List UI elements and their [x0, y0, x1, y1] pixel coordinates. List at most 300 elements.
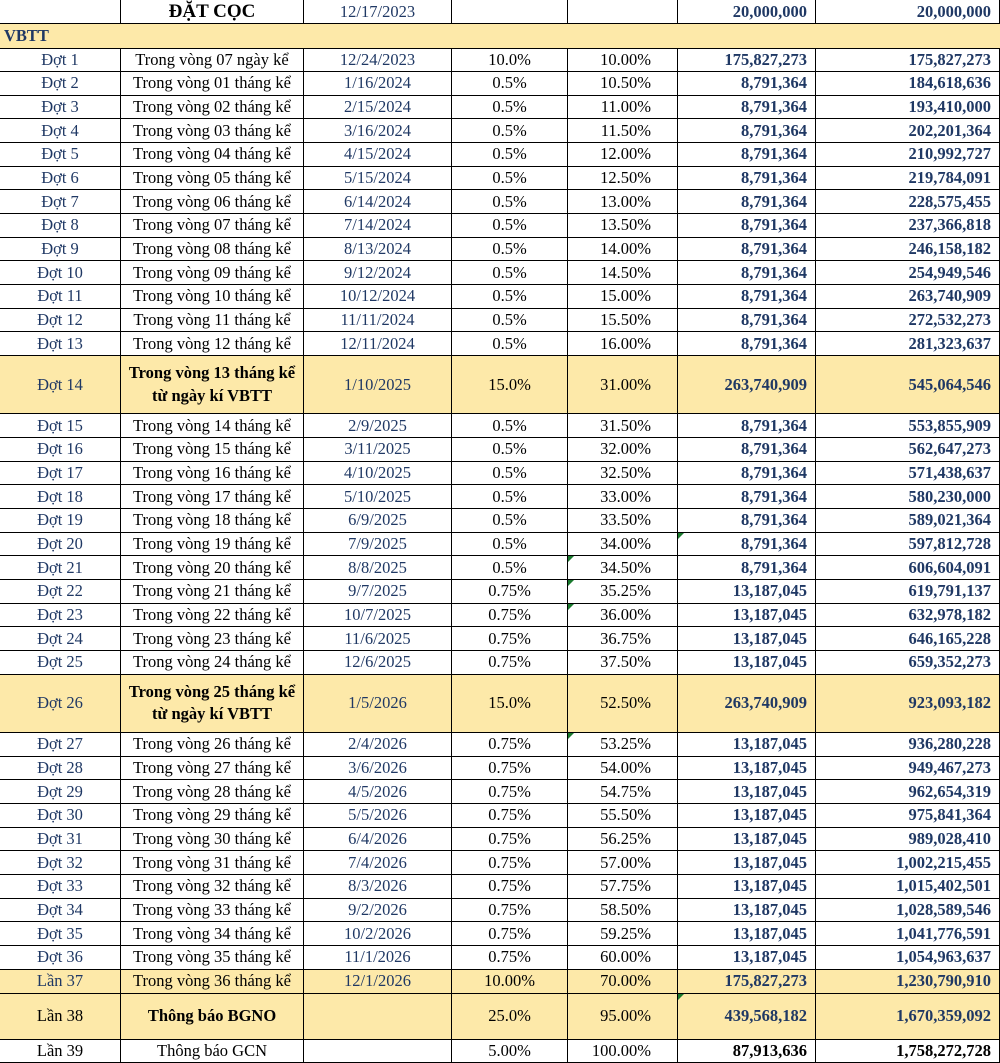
payment-term[interactable]: Trong vòng 12 tháng kể	[121, 332, 304, 356]
cumulative-amount[interactable]: 254,949,546	[816, 261, 1000, 285]
cumulative-amount[interactable]: 1,054,963,637	[816, 946, 1000, 970]
payment-term[interactable]: Trong vòng 28 tháng kể	[121, 780, 304, 804]
payment-term[interactable]: Trong vòng 35 tháng kể	[121, 946, 304, 970]
payment-term[interactable]: Trong vòng 29 tháng kể	[121, 804, 304, 828]
installment-label[interactable]: Đợt 3	[0, 96, 121, 120]
due-date[interactable]: 8/3/2026	[304, 875, 452, 899]
table-row[interactable]	[0, 851, 1000, 875]
payment-term[interactable]: Trong vòng 25 tháng kể từ ngày kí VBTT	[121, 675, 304, 734]
cumulative-amount[interactable]: 632,978,182	[816, 604, 1000, 628]
table-row[interactable]	[0, 190, 1000, 214]
percent[interactable]: 0.5%	[452, 167, 568, 191]
payment-term[interactable]: Trong vòng 09 tháng kể	[121, 261, 304, 285]
cumulative-amount[interactable]: 659,352,273	[816, 651, 1000, 675]
table-row[interactable]	[0, 627, 1000, 651]
cumulative-percent[interactable]: 11.00%	[568, 96, 678, 120]
deposit-percent-cell[interactable]	[452, 0, 568, 24]
due-date[interactable]: 6/14/2024	[304, 190, 452, 214]
amount[interactable]: 263,740,909	[678, 675, 816, 734]
table-row[interactable]	[0, 804, 1000, 828]
deposit-amount[interactable]: 20,000,000	[678, 0, 816, 24]
table-row[interactable]	[0, 72, 1000, 96]
payment-term[interactable]: Trong vòng 02 tháng kể	[121, 96, 304, 120]
deposit-row[interactable]	[0, 0, 1000, 24]
installment-label[interactable]: Đợt 23	[0, 604, 121, 628]
cumulative-percent[interactable]: 54.75%	[568, 780, 678, 804]
amount[interactable]: 13,187,045	[678, 946, 816, 970]
cumulative-percent[interactable]: 95.00%	[568, 994, 678, 1040]
amount[interactable]: 175,827,273	[678, 49, 816, 73]
cumulative-percent[interactable]: 33.50%	[568, 509, 678, 533]
percent[interactable]: 0.5%	[452, 438, 568, 462]
due-date[interactable]: 1/10/2025	[304, 356, 452, 415]
amount[interactable]: 8,791,364	[678, 556, 816, 580]
installment-label[interactable]: Đợt 17	[0, 462, 121, 486]
percent[interactable]: 0.75%	[452, 757, 568, 781]
section-header-vbtt[interactable]: VBTT	[0, 24, 1000, 49]
cumulative-amount[interactable]: 962,654,319	[816, 780, 1000, 804]
installment-label[interactable]: Đợt 15	[0, 414, 121, 438]
installment-label[interactable]: Đợt 28	[0, 757, 121, 781]
amount[interactable]: 8,791,364	[678, 332, 816, 356]
cumulative-amount[interactable]: 193,410,000	[816, 96, 1000, 120]
amount[interactable]: 175,827,273	[678, 970, 816, 994]
percent[interactable]: 0.5%	[452, 485, 568, 509]
cumulative-percent[interactable]: 15.00%	[568, 285, 678, 309]
installment-label[interactable]: Đợt 14	[0, 356, 121, 415]
cumulative-amount[interactable]: 545,064,546	[816, 356, 1000, 415]
payment-term[interactable]: Trong vòng 13 tháng kể từ ngày kí VBTT	[121, 356, 304, 415]
installment-label[interactable]: Đợt 2	[0, 72, 121, 96]
amount[interactable]: 8,791,364	[678, 414, 816, 438]
cumulative-amount[interactable]: 949,467,273	[816, 757, 1000, 781]
amount[interactable]: 8,791,364	[678, 167, 816, 191]
due-date[interactable]: 10/12/2024	[304, 285, 452, 309]
table-row[interactable]	[0, 261, 1000, 285]
due-date[interactable]: 3/16/2024	[304, 119, 452, 143]
due-date[interactable]: 2/4/2026	[304, 733, 452, 757]
payment-term[interactable]: Trong vòng 01 tháng kể	[121, 72, 304, 96]
cumulative-percent[interactable]: 32.00%	[568, 438, 678, 462]
installment-label[interactable]: Đợt 9	[0, 238, 121, 262]
installment-label[interactable]: Đợt 33	[0, 875, 121, 899]
payment-term[interactable]: Trong vòng 23 tháng kể	[121, 627, 304, 651]
cumulative-amount[interactable]: 1,758,272,728	[816, 1040, 1000, 1063]
payment-term[interactable]: Trong vòng 18 tháng kể	[121, 509, 304, 533]
percent[interactable]: 0.5%	[452, 119, 568, 143]
table-row[interactable]	[0, 462, 1000, 486]
table-row[interactable]	[0, 438, 1000, 462]
amount[interactable]: 13,187,045	[678, 580, 816, 604]
due-date[interactable]	[304, 994, 452, 1040]
cumulative-percent[interactable]: 57.75%	[568, 875, 678, 899]
table-row[interactable]	[0, 556, 1000, 580]
cumulative-percent[interactable]: 60.00%	[568, 946, 678, 970]
amount[interactable]: 8,791,364	[678, 485, 816, 509]
percent[interactable]: 0.5%	[452, 96, 568, 120]
due-date[interactable]: 4/10/2025	[304, 462, 452, 486]
percent[interactable]: 5.00%	[452, 1040, 568, 1063]
payment-term[interactable]: Trong vòng 20 tháng kể	[121, 556, 304, 580]
amount[interactable]: 13,187,045	[678, 828, 816, 852]
cumulative-percent[interactable]: 34.00%	[568, 533, 678, 557]
table-row[interactable]	[0, 733, 1000, 757]
due-date[interactable]: 8/8/2025	[304, 556, 452, 580]
percent[interactable]: 0.75%	[452, 733, 568, 757]
table-row[interactable]	[0, 1040, 1000, 1063]
table-row[interactable]	[0, 533, 1000, 557]
amount[interactable]: 13,187,045	[678, 651, 816, 675]
installment-label[interactable]: Đợt 30	[0, 804, 121, 828]
installment-label[interactable]: Đợt 13	[0, 332, 121, 356]
payment-term[interactable]: Trong vòng 19 tháng kể	[121, 533, 304, 557]
percent[interactable]: 0.75%	[452, 651, 568, 675]
installment-label[interactable]: Đợt 18	[0, 485, 121, 509]
due-date[interactable]: 12/24/2023	[304, 49, 452, 73]
amount[interactable]: 13,187,045	[678, 804, 816, 828]
cumulative-amount[interactable]: 553,855,909	[816, 414, 1000, 438]
due-date[interactable]: 12/6/2025	[304, 651, 452, 675]
installment-label[interactable]: Đợt 12	[0, 309, 121, 333]
payment-term[interactable]: Trong vòng 17 tháng kể	[121, 485, 304, 509]
payment-term[interactable]: Trong vòng 27 tháng kể	[121, 757, 304, 781]
due-date[interactable]: 5/5/2026	[304, 804, 452, 828]
amount[interactable]: 8,791,364	[678, 285, 816, 309]
table-row[interactable]	[0, 946, 1000, 970]
due-date[interactable]: 3/11/2025	[304, 438, 452, 462]
cumulative-amount[interactable]: 228,575,455	[816, 190, 1000, 214]
payment-term[interactable]: Trong vòng 15 tháng kể	[121, 438, 304, 462]
due-date[interactable]: 8/13/2024	[304, 238, 452, 262]
percent[interactable]: 0.75%	[452, 875, 568, 899]
due-date[interactable]: 7/9/2025	[304, 533, 452, 557]
amount[interactable]: 13,187,045	[678, 851, 816, 875]
payment-term[interactable]: Trong vòng 07 tháng kể	[121, 214, 304, 238]
amount[interactable]: 13,187,045	[678, 733, 816, 757]
amount[interactable]: 13,187,045	[678, 780, 816, 804]
cumulative-amount[interactable]: 1,230,790,910	[816, 970, 1000, 994]
payment-term[interactable]: Trong vòng 16 tháng kể	[121, 462, 304, 486]
payment-term[interactable]: Trong vòng 30 tháng kể	[121, 828, 304, 852]
deposit-label[interactable]: ĐẶT CỌC	[121, 0, 304, 24]
percent[interactable]: 15.0%	[452, 356, 568, 415]
payment-term[interactable]: Thông báo BGNO	[121, 994, 304, 1040]
table-row[interactable]	[0, 309, 1000, 333]
payment-term[interactable]: Thông báo GCN	[121, 1040, 304, 1063]
cumulative-percent[interactable]: 11.50%	[568, 119, 678, 143]
cumulative-amount[interactable]: 263,740,909	[816, 285, 1000, 309]
due-date[interactable]: 5/15/2024	[304, 167, 452, 191]
percent[interactable]: 0.5%	[452, 309, 568, 333]
cumulative-amount[interactable]: 1,041,776,591	[816, 922, 1000, 946]
cumulative-percent[interactable]: 31.50%	[568, 414, 678, 438]
due-date[interactable]: 9/12/2024	[304, 261, 452, 285]
percent[interactable]: 0.5%	[452, 214, 568, 238]
table-row[interactable]	[0, 214, 1000, 238]
percent[interactable]: 0.5%	[452, 285, 568, 309]
installment-label[interactable]: Đợt 24	[0, 627, 121, 651]
due-date[interactable]: 1/16/2024	[304, 72, 452, 96]
cumulative-amount[interactable]: 1,670,359,092	[816, 994, 1000, 1040]
installment-label[interactable]: Đợt 10	[0, 261, 121, 285]
cumulative-amount[interactable]: 202,201,364	[816, 119, 1000, 143]
table-row[interactable]	[0, 356, 1000, 415]
deposit-cumulative[interactable]: 20,000,000	[816, 0, 1000, 24]
due-date[interactable]: 5/10/2025	[304, 485, 452, 509]
installment-label[interactable]: Đợt 20	[0, 533, 121, 557]
payment-term[interactable]: Trong vòng 24 tháng kể	[121, 651, 304, 675]
amount[interactable]: 8,791,364	[678, 119, 816, 143]
installment-label[interactable]: Đợt 31	[0, 828, 121, 852]
table-row[interactable]	[0, 167, 1000, 191]
payment-term[interactable]: Trong vòng 21 tháng kể	[121, 580, 304, 604]
due-date[interactable]: 4/15/2024	[304, 143, 452, 167]
due-date[interactable]: 10/7/2025	[304, 604, 452, 628]
installment-label[interactable]: Đợt 32	[0, 851, 121, 875]
cumulative-percent[interactable]: 32.50%	[568, 462, 678, 486]
cumulative-amount[interactable]: 1,002,215,455	[816, 851, 1000, 875]
payment-term[interactable]: Trong vòng 33 tháng kể	[121, 899, 304, 923]
installment-label[interactable]: Đợt 22	[0, 580, 121, 604]
cumulative-amount[interactable]: 597,812,728	[816, 533, 1000, 557]
amount[interactable]: 87,913,636	[678, 1040, 816, 1063]
cumulative-percent[interactable]: 10.50%	[568, 72, 678, 96]
cumulative-amount[interactable]: 246,158,182	[816, 238, 1000, 262]
amount[interactable]: 13,187,045	[678, 922, 816, 946]
cumulative-percent[interactable]: 14.50%	[568, 261, 678, 285]
cumulative-percent[interactable]: 35.25%	[568, 580, 678, 604]
cumulative-percent[interactable]: 70.00%	[568, 970, 678, 994]
installment-label[interactable]: Đợt 11	[0, 285, 121, 309]
table-row[interactable]	[0, 828, 1000, 852]
installment-label[interactable]: Đợt 8	[0, 214, 121, 238]
cumulative-amount[interactable]: 606,604,091	[816, 556, 1000, 580]
due-date[interactable]: 10/2/2026	[304, 922, 452, 946]
cumulative-percent[interactable]: 56.25%	[568, 828, 678, 852]
table-row[interactable]	[0, 780, 1000, 804]
percent[interactable]: 0.75%	[452, 899, 568, 923]
amount[interactable]: 8,791,364	[678, 143, 816, 167]
table-row[interactable]	[0, 757, 1000, 781]
payment-term[interactable]: Trong vòng 03 tháng kể	[121, 119, 304, 143]
percent[interactable]: 0.5%	[452, 72, 568, 96]
amount[interactable]: 263,740,909	[678, 356, 816, 415]
installment-label[interactable]: Đợt 36	[0, 946, 121, 970]
installment-label[interactable]: Đợt 34	[0, 899, 121, 923]
due-date[interactable]: 3/6/2026	[304, 757, 452, 781]
percent[interactable]: 0.75%	[452, 946, 568, 970]
cumulative-percent[interactable]: 33.00%	[568, 485, 678, 509]
percent[interactable]: 0.75%	[452, 780, 568, 804]
table-row[interactable]	[0, 970, 1000, 994]
amount[interactable]: 13,187,045	[678, 875, 816, 899]
installment-label[interactable]: Đợt 25	[0, 651, 121, 675]
installment-label[interactable]: Lần 37	[0, 970, 121, 994]
table-row[interactable]	[0, 143, 1000, 167]
cumulative-amount[interactable]: 272,532,273	[816, 309, 1000, 333]
due-date[interactable]: 1/5/2026	[304, 675, 452, 734]
cumulative-percent[interactable]: 58.50%	[568, 899, 678, 923]
amount[interactable]: 8,791,364	[678, 533, 816, 557]
table-row[interactable]	[0, 580, 1000, 604]
percent[interactable]: 10.00%	[452, 970, 568, 994]
payment-term[interactable]: Trong vòng 26 tháng kể	[121, 733, 304, 757]
cumulative-amount[interactable]: 975,841,364	[816, 804, 1000, 828]
due-date[interactable]	[304, 1040, 452, 1063]
due-date[interactable]: 6/9/2025	[304, 509, 452, 533]
table-row[interactable]	[0, 119, 1000, 143]
percent[interactable]: 10.0%	[452, 49, 568, 73]
amount[interactable]: 13,187,045	[678, 627, 816, 651]
deposit-empty-cell[interactable]	[0, 0, 121, 24]
cumulative-percent[interactable]: 37.50%	[568, 651, 678, 675]
cumulative-percent[interactable]: 13.00%	[568, 190, 678, 214]
cumulative-amount[interactable]: 580,230,000	[816, 485, 1000, 509]
due-date[interactable]: 12/11/2024	[304, 332, 452, 356]
percent[interactable]: 0.5%	[452, 462, 568, 486]
percent[interactable]: 0.5%	[452, 143, 568, 167]
installment-label[interactable]: Đợt 1	[0, 49, 121, 73]
table-row[interactable]	[0, 875, 1000, 899]
percent[interactable]: 0.5%	[452, 509, 568, 533]
installment-label[interactable]: Lần 38	[0, 994, 121, 1040]
table-row[interactable]	[0, 922, 1000, 946]
percent[interactable]: 25.0%	[452, 994, 568, 1040]
cumulative-percent[interactable]: 53.25%	[568, 733, 678, 757]
cumulative-percent[interactable]: 12.00%	[568, 143, 678, 167]
amount[interactable]: 13,187,045	[678, 757, 816, 781]
cumulative-amount[interactable]: 210,992,727	[816, 143, 1000, 167]
due-date[interactable]: 7/4/2026	[304, 851, 452, 875]
payment-term[interactable]: Trong vòng 22 tháng kể	[121, 604, 304, 628]
installment-label[interactable]: Đợt 7	[0, 190, 121, 214]
payment-term[interactable]: Trong vòng 06 tháng kể	[121, 190, 304, 214]
due-date[interactable]: 7/14/2024	[304, 214, 452, 238]
payment-term[interactable]: Trong vòng 34 tháng kể	[121, 922, 304, 946]
percent[interactable]: 0.75%	[452, 804, 568, 828]
cumulative-percent[interactable]: 59.25%	[568, 922, 678, 946]
table-row[interactable]	[0, 994, 1000, 1040]
amount[interactable]: 8,791,364	[678, 438, 816, 462]
due-date[interactable]: 9/7/2025	[304, 580, 452, 604]
cumulative-percent[interactable]: 16.00%	[568, 332, 678, 356]
cumulative-percent[interactable]: 34.50%	[568, 556, 678, 580]
cumulative-percent[interactable]: 14.00%	[568, 238, 678, 262]
installment-label[interactable]: Lần 39	[0, 1040, 121, 1063]
installment-label[interactable]: Đợt 5	[0, 143, 121, 167]
percent[interactable]: 0.75%	[452, 851, 568, 875]
payment-term[interactable]: Trong vòng 07 ngày kể	[121, 49, 304, 73]
cumulative-amount[interactable]: 923,093,182	[816, 675, 1000, 734]
amount[interactable]: 8,791,364	[678, 309, 816, 333]
cumulative-percent[interactable]: 55.50%	[568, 804, 678, 828]
table-row[interactable]	[0, 675, 1000, 734]
due-date[interactable]: 4/5/2026	[304, 780, 452, 804]
cumulative-amount[interactable]: 646,165,228	[816, 627, 1000, 651]
table-row[interactable]	[0, 238, 1000, 262]
table-row[interactable]	[0, 49, 1000, 73]
due-date[interactable]: 12/1/2026	[304, 970, 452, 994]
table-row[interactable]	[0, 96, 1000, 120]
cumulative-amount[interactable]: 184,618,636	[816, 72, 1000, 96]
cumulative-amount[interactable]: 237,366,818	[816, 214, 1000, 238]
cumulative-amount[interactable]: 571,438,637	[816, 462, 1000, 486]
amount[interactable]: 8,791,364	[678, 190, 816, 214]
due-date[interactable]: 9/2/2026	[304, 899, 452, 923]
installment-label[interactable]: Đợt 19	[0, 509, 121, 533]
table-row[interactable]	[0, 899, 1000, 923]
percent[interactable]: 0.5%	[452, 556, 568, 580]
amount[interactable]: 439,568,182	[678, 994, 816, 1040]
amount[interactable]: 13,187,045	[678, 899, 816, 923]
due-date[interactable]: 2/15/2024	[304, 96, 452, 120]
amount[interactable]: 8,791,364	[678, 214, 816, 238]
cumulative-percent[interactable]: 36.75%	[568, 627, 678, 651]
percent[interactable]: 0.5%	[452, 190, 568, 214]
payment-term[interactable]: Trong vòng 36 tháng kể	[121, 970, 304, 994]
cumulative-amount[interactable]: 936,280,228	[816, 733, 1000, 757]
cumulative-amount[interactable]: 589,021,364	[816, 509, 1000, 533]
amount[interactable]: 8,791,364	[678, 462, 816, 486]
percent[interactable]: 0.5%	[452, 332, 568, 356]
installment-label[interactable]: Đợt 29	[0, 780, 121, 804]
table-row[interactable]	[0, 332, 1000, 356]
percent[interactable]: 15.0%	[452, 675, 568, 734]
table-row[interactable]	[0, 604, 1000, 628]
cumulative-percent[interactable]: 10.00%	[568, 49, 678, 73]
cumulative-amount[interactable]: 989,028,410	[816, 828, 1000, 852]
percent[interactable]: 0.5%	[452, 238, 568, 262]
due-date[interactable]: 6/4/2026	[304, 828, 452, 852]
installment-label[interactable]: Đợt 21	[0, 556, 121, 580]
percent[interactable]: 0.75%	[452, 828, 568, 852]
amount[interactable]: 13,187,045	[678, 604, 816, 628]
due-date[interactable]: 2/9/2025	[304, 414, 452, 438]
payment-term[interactable]: Trong vòng 05 tháng kể	[121, 167, 304, 191]
installment-label[interactable]: Đợt 6	[0, 167, 121, 191]
table-row[interactable]	[0, 651, 1000, 675]
amount[interactable]: 8,791,364	[678, 96, 816, 120]
cumulative-percent[interactable]: 57.00%	[568, 851, 678, 875]
installment-label[interactable]: Đợt 16	[0, 438, 121, 462]
deposit-date[interactable]: 12/17/2023	[304, 0, 452, 24]
percent[interactable]: 0.75%	[452, 604, 568, 628]
table-row[interactable]	[0, 509, 1000, 533]
payment-term[interactable]: Trong vòng 08 tháng kể	[121, 238, 304, 262]
due-date[interactable]: 11/1/2026	[304, 946, 452, 970]
due-date[interactable]: 11/11/2024	[304, 309, 452, 333]
due-date[interactable]: 11/6/2025	[304, 627, 452, 651]
payment-term[interactable]: Trong vòng 14 tháng kể	[121, 414, 304, 438]
payment-term[interactable]: Trong vòng 10 tháng kể	[121, 285, 304, 309]
cumulative-amount[interactable]: 1,028,589,546	[816, 899, 1000, 923]
cumulative-percent[interactable]: 12.50%	[568, 167, 678, 191]
table-row[interactable]	[0, 485, 1000, 509]
cumulative-amount[interactable]: 562,647,273	[816, 438, 1000, 462]
table-row[interactable]	[0, 414, 1000, 438]
cumulative-amount[interactable]: 175,827,273	[816, 49, 1000, 73]
payment-term[interactable]: Trong vòng 31 tháng kể	[121, 851, 304, 875]
cumulative-amount[interactable]: 619,791,137	[816, 580, 1000, 604]
installment-label[interactable]: Đợt 35	[0, 922, 121, 946]
payment-term[interactable]: Trong vòng 04 tháng kể	[121, 143, 304, 167]
cumulative-amount[interactable]: 219,784,091	[816, 167, 1000, 191]
cumulative-percent[interactable]: 31.00%	[568, 356, 678, 415]
cumulative-percent[interactable]: 13.50%	[568, 214, 678, 238]
percent[interactable]: 0.75%	[452, 627, 568, 651]
amount[interactable]: 8,791,364	[678, 509, 816, 533]
payment-term[interactable]: Trong vòng 32 tháng kể	[121, 875, 304, 899]
